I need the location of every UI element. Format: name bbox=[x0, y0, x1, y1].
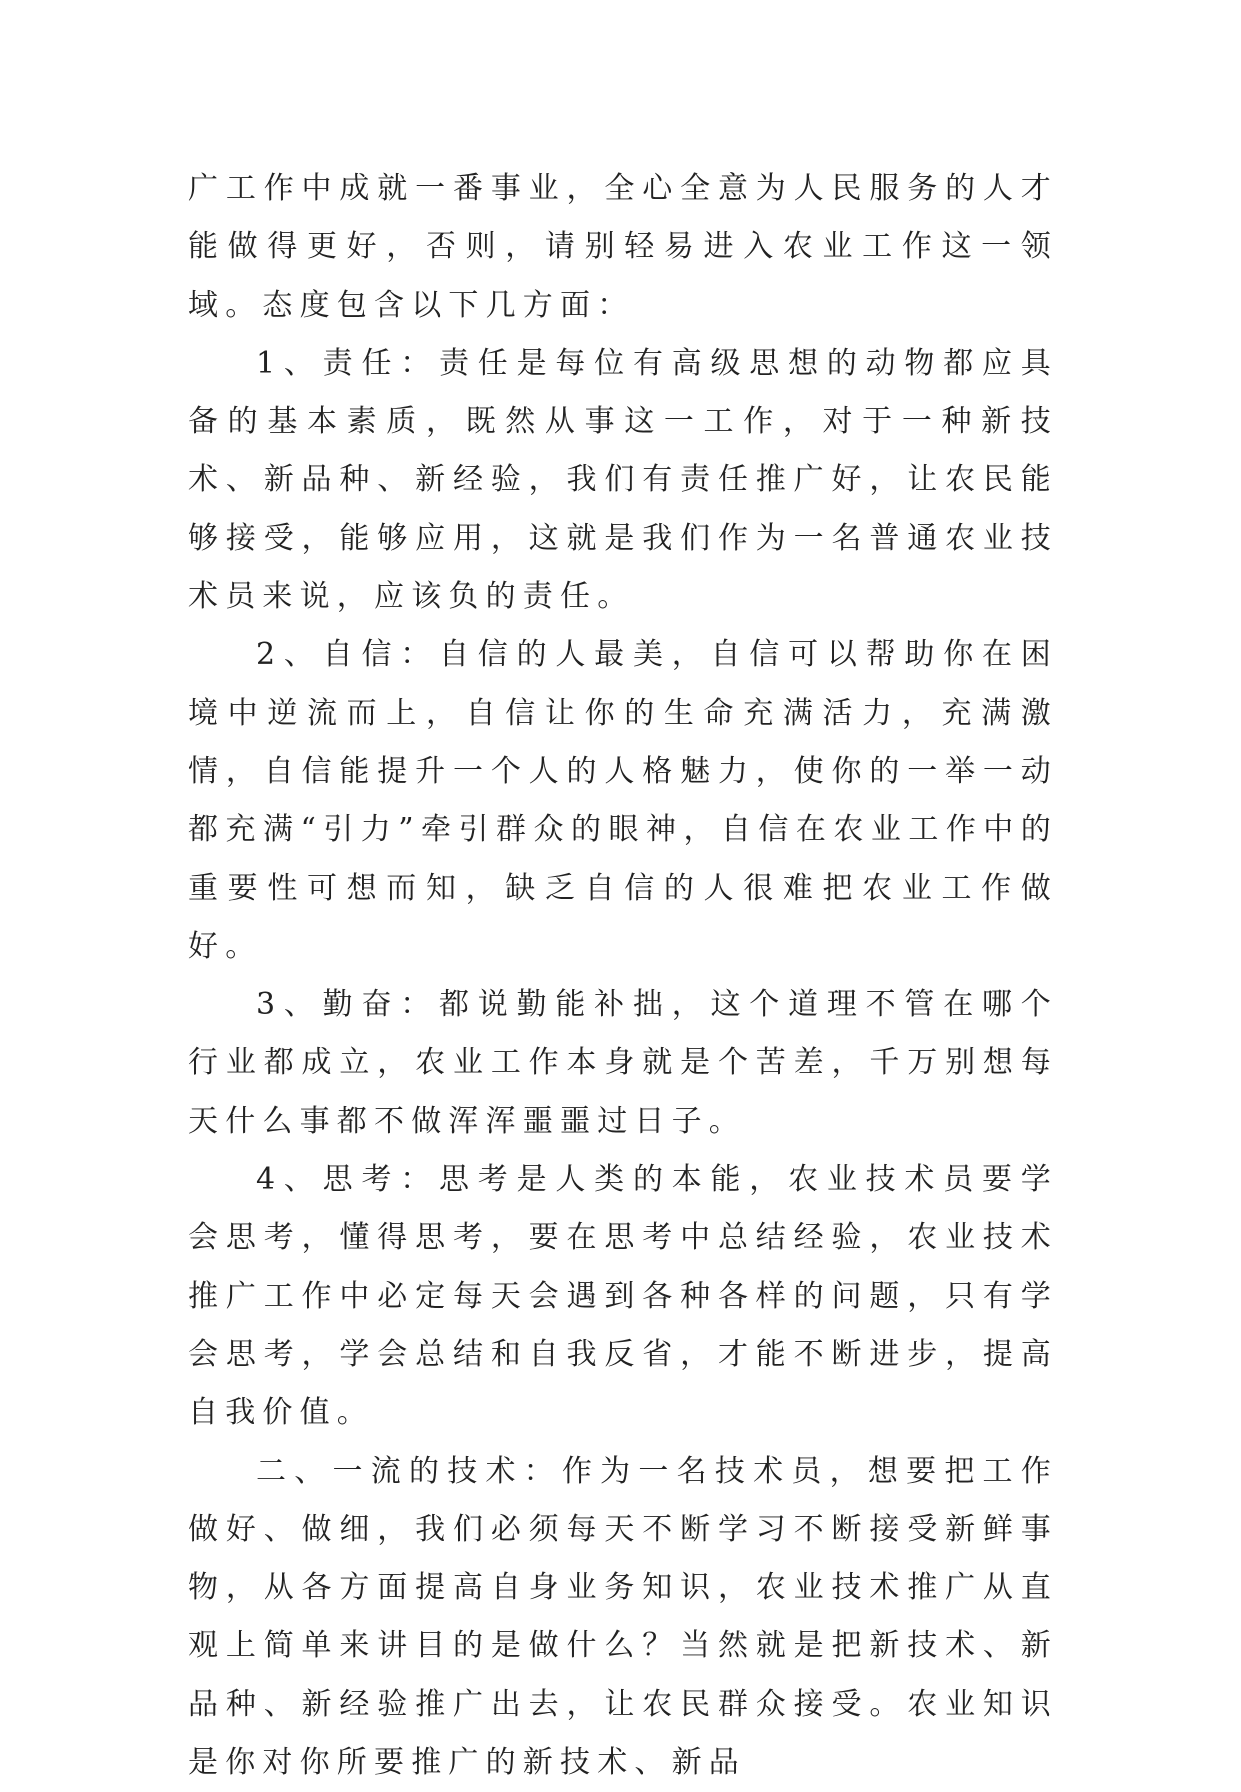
document-body bbox=[188, 160, 1058, 1792]
paragraph-confidence: 2、自信：自信的人最美，自信可以帮助你在困境中逆流而上，自信让你的生命充满活力，充满激情，自信能提升一个人的人格魅力，使你的一举一动都充满“引力”牵引群众的眼神，自信在农业工作中的重要性可想而知，缺乏自信的人很难把农业工作做好。 bbox=[188, 637, 1058, 964]
paragraph-continuation: 广工作中成就一番事业，全心全意为人民服务的人才能做得更好，否则，请别轻易进入农业工作这一领域。态度包含以下几方面： bbox=[188, 171, 1058, 323]
paragraph-technique: 二、一流的技术：作为一名技术员，想要把工作做好、做细，我们必须每天不断学习不断接受新鲜事物，从各方面提高自身业务知识，农业技术推广从直观上简单来讲目的是做什么？当然就是把新技术、新品种、新经验推广出去，让农民群众接受。农业知识是你对你所要推广的新技术、新品 bbox=[188, 1453, 1058, 1781]
paragraph-thinking: 4、思考：思考是人类的本能，农业技术员要学会思考，懂得思考，要在思考中总结经验，农业技术推广工作中必定每天会遇到各种各样的问题，只有学会思考，学会总结和自我反省，才能不断进步，提高自我价值。 bbox=[188, 1162, 1058, 1431]
paragraph-responsibility: 1、责任：责任是每位有高级思想的动物都应具备的基本素质，既然从事这一工作，对于一种新技术、新品种、新经验，我们有责任推广好，让农民能够接受，能够应用，这就是我们作为一名普通农业技术员来说，应该负的责任。 bbox=[188, 345, 1058, 615]
paragraph-diligence: 3、勤奋：都说勤能补拙，这个道理不管在哪个行业都成立，农业工作本身就是个苦差，千万别想每天什么事都不做浑浑噩噩过日子。 bbox=[188, 987, 1058, 1139]
